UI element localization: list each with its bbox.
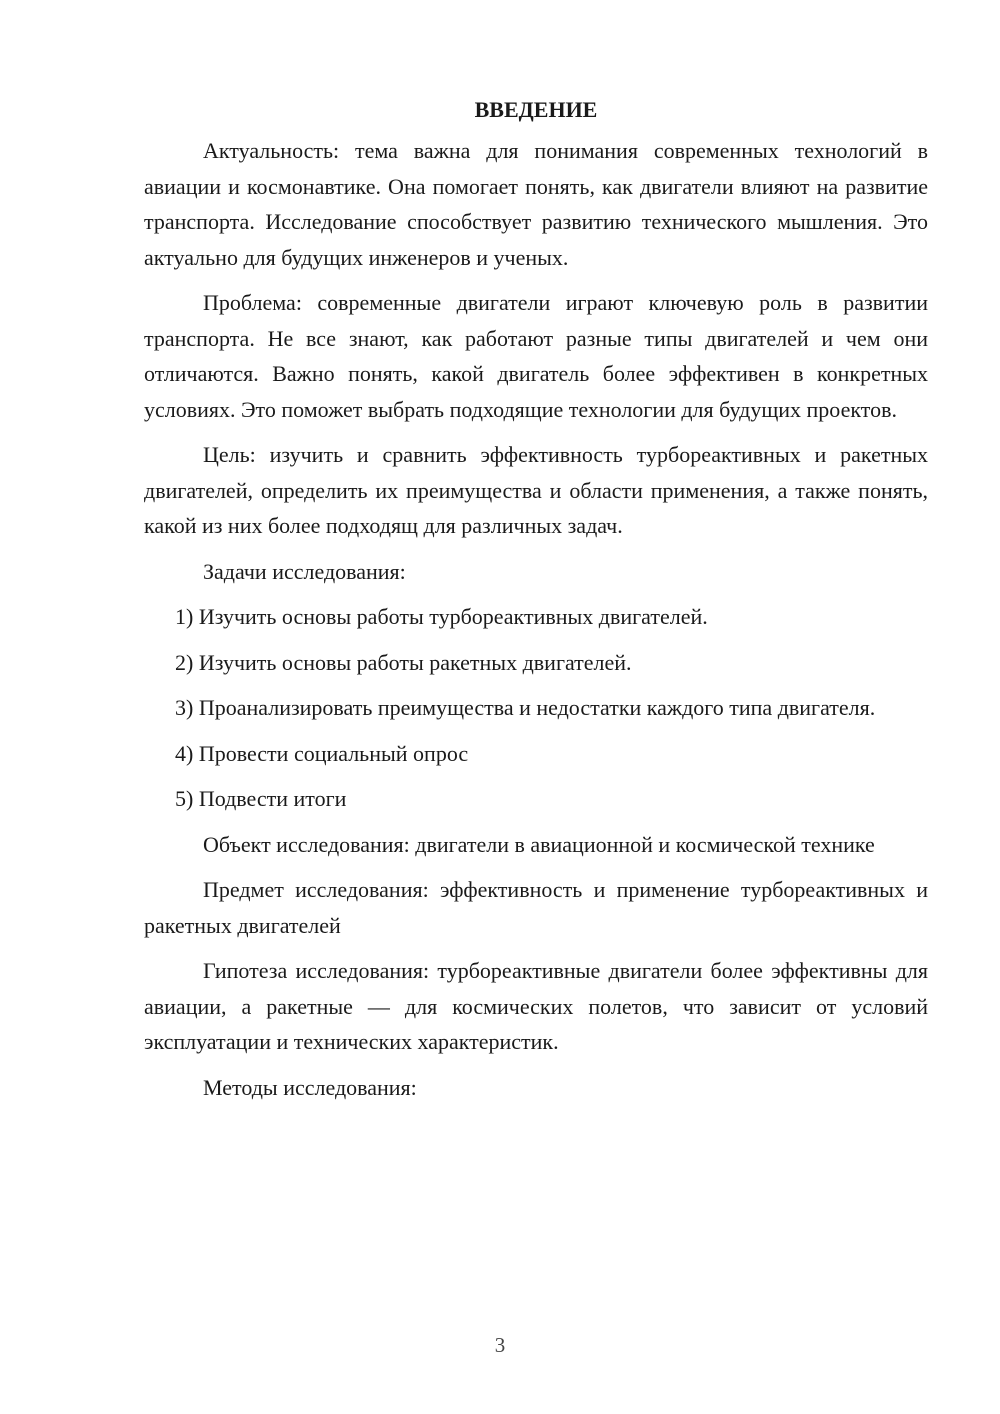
task-item-3: 3) Проанализировать преимущества и недостатки каждого типа двигателя. [175, 695, 876, 720]
paragraph-relevance: Актуальность: тема важна для понимания современных технологий в авиации и космонавтике. Она помогает понять, как двигатели влияют на развитие транспорта. Исследование способствует развитию технического мышления. Это актуально для будущих инженеров и ученых. [144, 138, 928, 270]
paragraph-subject: Предмет исследования: эффективность и применение турбореактивных и ракетных двигателей [144, 877, 928, 938]
page-number: 3 [494, 1333, 506, 1357]
task-item-4: 4) Провести социальный опрос [175, 740, 469, 766]
task-item-1: 1) Изучить основы работы турбореактивных двигателей. [175, 604, 708, 629]
paragraph-methods: Методы исследования: [203, 1074, 417, 1100]
page-title: ВВЕДЕНИЕ [474, 97, 598, 122]
task-item-2: 2) Изучить основы работы ракетных двигателей. [175, 649, 632, 675]
task-item-5: 5) Подвести итоги [175, 786, 347, 811]
paragraph-problem: Проблема: современные двигатели играют ключевую роль в развитии транспорта. Не все знают, как работают разные типы двигателей и чем они отличаются. Важно понять, какой двигатель более эффективен в конкретных условиях. Это поможет выбрать подходящие технологии для будущих проектов. [144, 290, 928, 422]
document-page [144, 92, 928, 1105]
paragraph-tasks-title: Задачи исследования: [203, 558, 406, 584]
paragraph-object: Объект исследования: двигатели в авиационной и космической технике [203, 831, 875, 857]
paragraph-goal: Цель: изучить и сравнить эффективность турбореактивных и ракетных двигателей, определить их преимущества и области применения, а также понять, какой из них более подходящ для различных задач. [144, 442, 928, 538]
paragraph-hypothesis: Гипотеза исследования: турбореактивные двигатели более эффективны для авиации, а ракетные — для космических полетов, что зависит от условий эксплуатации и технических характеристик. [144, 958, 928, 1054]
